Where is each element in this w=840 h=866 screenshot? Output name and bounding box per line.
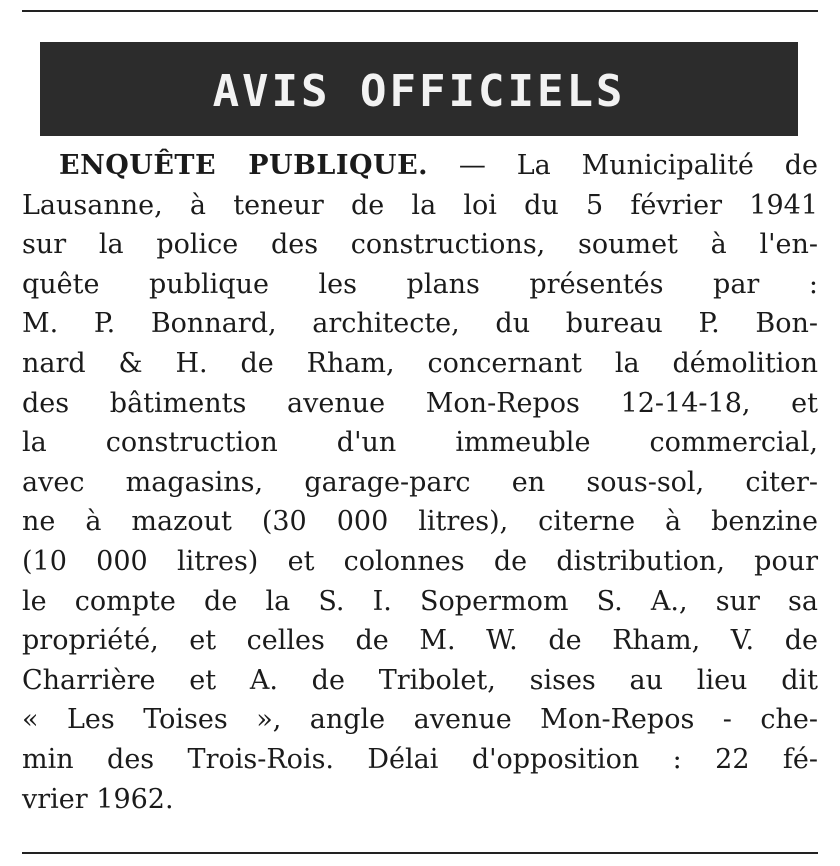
notice-line: le compte de la S. I. Sopermom S. A., sur sa: [22, 585, 818, 617]
notice-line: nard & H. de Rham, concernant la démolition: [22, 347, 818, 379]
notice-line: sur la police des constructions, soumet à l'en-: [22, 229, 818, 261]
notice-line: quête publique les plans présentés par :: [22, 268, 818, 300]
notice-lead: ENQUÊTE PUBLIQUE.: [59, 150, 429, 181]
notice-line: min des Trois-Rois. Délai d'opposition : 22 fé-: [22, 743, 818, 775]
notice-line: M. P. Bonnard, architecte, du bureau P. Bon-: [22, 308, 818, 340]
notice-line: la construction d'un immeuble commercial,: [22, 427, 818, 459]
notice-line: ne à mazout (30 000 litres), citerne à benzine: [22, 506, 818, 538]
notice-line: [22, 146, 818, 186]
notice-line: des bâtiments avenue Mon-Repos 12-14-18, et: [22, 387, 818, 419]
notice-line: Lausanne, à teneur de la loi du 5 février 1941: [22, 189, 818, 221]
notice-line-text: — La Municipalité de: [428, 150, 818, 181]
top-rule: [22, 10, 818, 12]
notice-line: vrier 1962.: [22, 783, 174, 815]
notice-line: « Les Toises », angle avenue Mon-Repos - che-: [22, 704, 818, 736]
notice-line: (10 000 litres) et colonnes de distribution, pour: [22, 545, 818, 577]
notice-line: Charrière et A. de Tribolet, sises au lieu dit: [22, 664, 818, 696]
section-banner: [40, 42, 798, 136]
bottom-rule: [22, 852, 818, 854]
notice-line: propriété, et celles de M. W. de Rham, V. de: [22, 625, 818, 657]
notice-article: [22, 146, 818, 819]
section-title: AVIS OFFICIELS: [212, 65, 626, 117]
notice-line: avec magasins, garage-parc en sous-sol, citer-: [22, 466, 818, 498]
